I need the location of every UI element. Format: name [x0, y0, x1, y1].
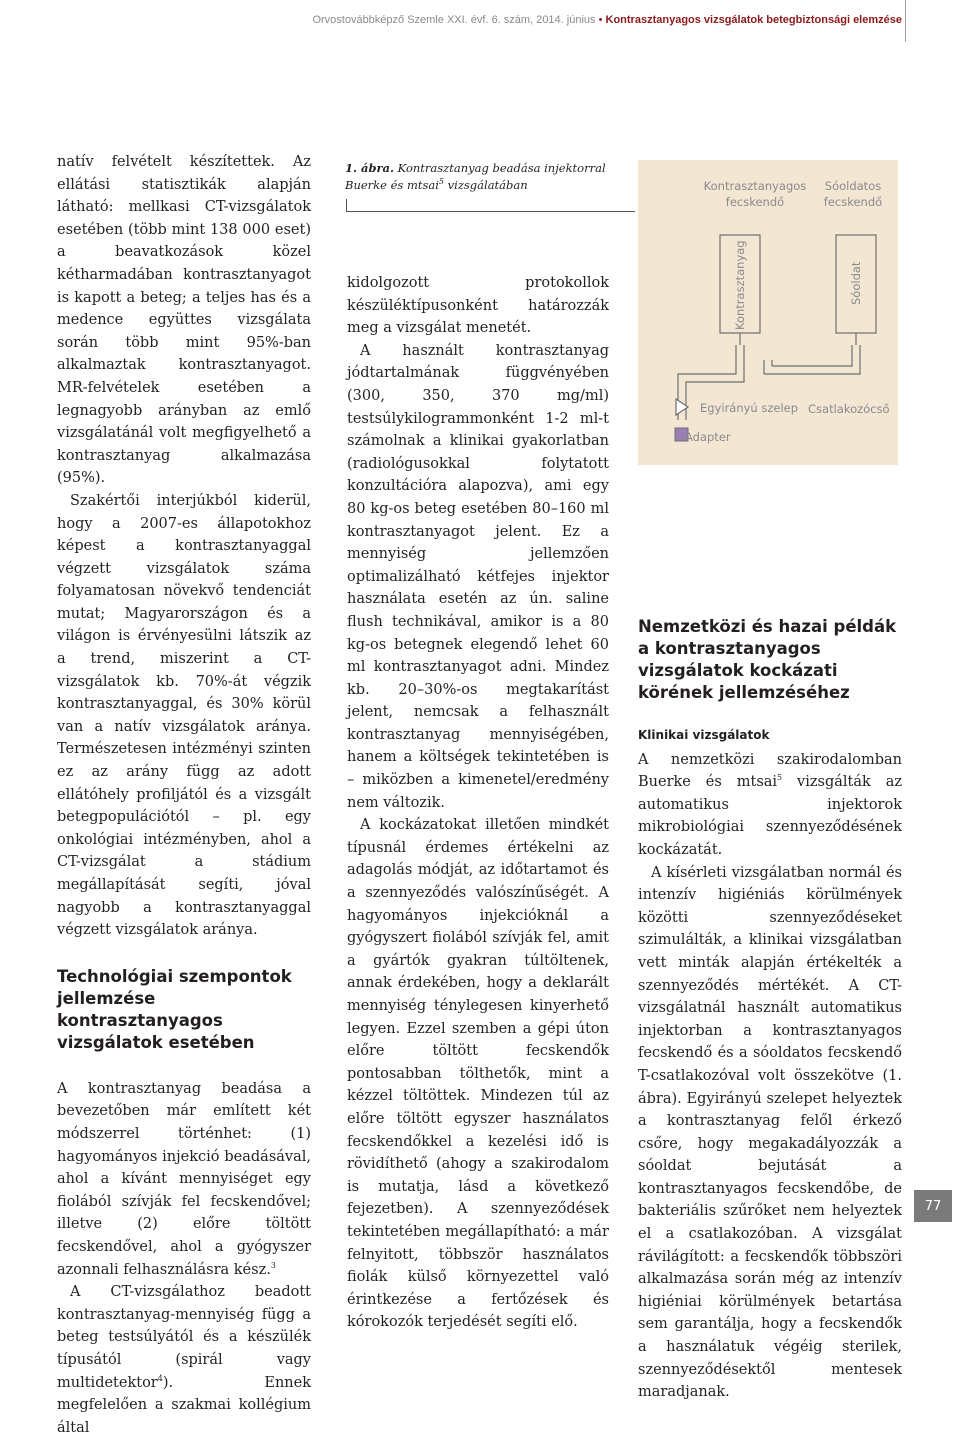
- subheading-clinical: Klinikai vizsgálatok: [638, 728, 770, 742]
- saline-tube-outer: [764, 345, 860, 374]
- paragraph: A kísérleti vizsgálatban normál és intenzív higiéniás körülmények közötti szennyeződéseket szimulálták, a klinikai vizsgálatban vett minták alapján értékelték a szennyeződés mértékét. A CT-vizsgálatnál használt automatikus injektorban a kontrasztanyagos fecskendő és a sóoldatos fecskendő T-csatlakozóval volt összekötve (1. ábra). Egyirányú szelepet helyeztek a kontrasztanyag felől érkező csőre, hogy megakadályozzák a sóoldat bejutását a kontrasztanyagos fecskendőbe, de bakteriális szűrőket nem helyeztek el a csatlakozóban. A vizsgálat rávilágított: a fecskendők többszöri alkalmazása során még az intenzív higiéniai körülmények betartása sem garantálja, hogy a fecskendők a használatuk végéig sterilek, szennyeződésektől mentesek maradjanak.: [638, 864, 902, 1401]
- caption-bracket: [346, 199, 635, 212]
- paragraph-text: ). Ennek megfelelően a szakmai kollégium által: [57, 1374, 311, 1436]
- connector-label: Csatlakozócső: [808, 402, 890, 416]
- section-heading-technology: Technológiai szempontok jellemzése kontrasztanyagos vizsgálatok esetében: [57, 966, 292, 1052]
- label-line: fecskendő: [823, 195, 883, 209]
- contrast-tube-outer: [678, 345, 736, 393]
- contrast-vertical-label: Kontrasztanyag: [733, 240, 747, 330]
- text-column-1: [57, 151, 311, 1439]
- label-line: Kontrasztanyagos: [703, 179, 807, 193]
- contrast-syringe-label: [690, 178, 820, 210]
- saline-tube-link: [764, 360, 772, 374]
- running-header: [312, 14, 902, 26]
- paragraph: [57, 1281, 311, 1439]
- text-column-2: [347, 272, 609, 1334]
- citation-ref: 5: [438, 177, 445, 187]
- figure-caption: [345, 160, 635, 194]
- paragraph: [638, 749, 902, 862]
- paragraph: natív felvételt készítettek. Az ellátási statisztikák alapján látható: mellkasi CT-vizsgálatok esetében (több mint 138 000 eset) a beavatkozások közel kétharmadában kontrasztanyagot is kapott a beteg; a teljes has és a medence együttes vizsgálata során több mint 95%-ban alkalmaztak kontrasztanyagot. MR-felvételek esetében a legnagyobb arányban az emlő vizsgálatánál volt megfigyelhető a kontrasztanyag alkalmazása (95%).: [57, 154, 311, 487]
- caption-text: Kontrasztanyag beadása injektorral Buerke és mtsai: [345, 161, 606, 192]
- adapter-label: Adapter: [685, 430, 731, 444]
- page-number: 77: [914, 1190, 952, 1222]
- citation-ref: 4: [157, 1373, 163, 1383]
- paragraph: kidolgozott protokollok készüléktípusonként határozzák meg a vizsgálat menetét.: [347, 275, 609, 337]
- paragraph: A kockázatokat illetően mindkét típusnál érdemes értékelni az adagolás módját, az időtartamot és a szennyeződés valószínűségét. A hagyományos injekcióknál a gyógyszert fiolából szívják fel, amit a gyártók gyakran túltöltenek, annak érdekében, hogy a deklarált mennyiség ténylegesen kinyerhető legyen. Ezzel szemben a gépi úton előre töltött fecskendők pontosabban tölthetők, mint a kézzel töltöttek. Mindezen túl az előre töltött egyszer használatos fecskendőkkel a kezelési idő is rövidíthető (ahogy a szakirodalom is mutatja, lásd a következő fejezetben). A szennyeződések tekintetében megállapítható: a már felnyitott, többször használatos fiolák külső környezettel való érintkezése a fertőzések és kórokozók terjedését segíti elő.: [347, 817, 609, 1331]
- header-separator: •: [598, 14, 603, 26]
- section-heading-examples: Nemzetközi és hazai példák a kontrasztanyagos vizsgálatok kockázati körének jellemzéséhez: [638, 617, 897, 702]
- paragraph: Szakértői interjúkból kiderül, hogy a 2007-es állapotokhoz képest a kontrasztanyaggal végzett vizsgálatok száma folyamatosan növekvő tendenciát mutat; Magyarországon és a világon is érvényesülni látszik az a trend, miszerint a CT-vizsgálatok kb. 70%-át végzik kontrasztanyaggal, és 30% körül van a natív vizsgálatok aránya. Természetesen intézményi szinten ez az arány függ az adott ellátóhely profiljától és a vizsgált betegpopulációtól – pl. egy onkológiai intézményben, ahol a CT-vizsgálat a stádium megállapítását segíti, jóval nagyobb a kontrasztanyaggal végzett vizsgálatok aránya.: [57, 492, 311, 939]
- saline-syringe-label: [803, 178, 903, 210]
- text-column-3: [638, 616, 902, 1404]
- figure-label: 1. ábra.: [345, 161, 395, 175]
- label-line: Sóoldatos: [824, 179, 882, 193]
- paragraph: [57, 1078, 311, 1281]
- paragraph-text: A nemzetközi szakirodalomban Buerke és mtsai: [638, 751, 902, 791]
- valve-label: Egyirányú szelep: [700, 401, 799, 415]
- contrast-tube-inner: [686, 345, 744, 393]
- paragraph: A használt kontrasztanyag jódtartalmának függvényében (300, 350, 370 mg/ml) testsúlykilogrammonként 1-2 ml-t számolnak a klinikai gyakorlatban (radiológusokkal folytatott konzultációra alapozva), ami egy 80 kg-os beteg esetében 80–160 ml kontrasztanyagot jelent. Ez a mennyiség jellemzően optimalizálható kétfejes injektor használata esetén az ún. saline flush technikával, amikor is a 80 kg-os betegnek elegendő lehet 60 ml kontrasztanyagot adni. Mindez kb. 20–30%-os megtakarítást jelent, nemcsak a felhasznált kontrasztanyag mennyiségében, hanem a költségek tekintetében is – miközben a kimenetel/eredmény nem változik.: [347, 342, 609, 811]
- citation-ref: 3: [270, 1260, 276, 1270]
- saline-tube-inner: [772, 345, 852, 366]
- header-rule: [905, 0, 906, 42]
- label-line: fecskendő: [725, 195, 785, 209]
- paragraph-text: A kontrasztanyag beadása a bevezetőben már említett két módszerrel történhet: (1) hagyományos injekció beadásával, ahol a kívánt mennyiséget egy fiolából szívják fel fecskendővel; illetve (2) előre töltött fecskendővel, ahol a gyógyszer azonnali felhasználásra kész.: [57, 1080, 311, 1278]
- paragraph-text: vizsgálták az automatikus injektorok mikrobiológiai szennyeződésének kockázatát.: [638, 774, 902, 858]
- paragraph-text: A CT-vizsgálathoz beadott kontrasztanyag-mennyiség függ a beteg testsúlyától és a készülék típusától (spirál vagy multidetektor: [57, 1284, 311, 1391]
- injector-diagram: [638, 160, 898, 465]
- article-title: Kontrasztanyagos vizsgálatok betegbiztonsági elemzése: [605, 14, 902, 26]
- saline-vertical-label: Sóoldat: [849, 261, 863, 305]
- citation-ref: 5: [777, 773, 783, 783]
- journal-citation: Orvostovábbképző Szemle XXI. évf. 6. szám, 2014. június: [312, 14, 596, 26]
- caption-text: vizsgálatában: [444, 178, 528, 192]
